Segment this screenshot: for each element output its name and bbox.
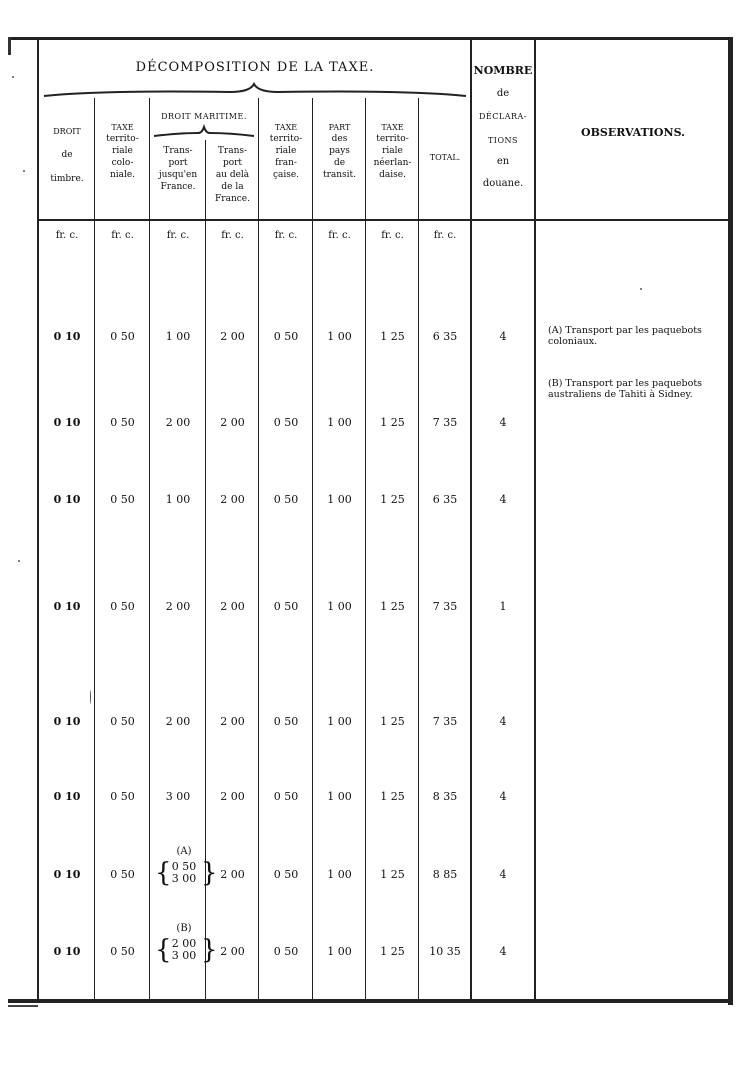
decomposition-title: DÉCOMPOSITION DE LA TAXE. — [135, 60, 375, 75]
table-cell: 0 50 — [110, 868, 135, 881]
column-header-line: PART — [328, 123, 351, 132]
declarations-count: 1 — [499, 600, 507, 613]
table-cell: 0 10 — [53, 868, 81, 881]
column-header-line: territo- — [106, 134, 139, 144]
table-cell: 1 00 — [165, 330, 191, 343]
table-cell: 2 00 — [220, 493, 245, 506]
nombre-label: NOMBRE — [473, 64, 533, 77]
table-cell: 2 00 — [165, 416, 191, 429]
table-cell: 0 50 — [110, 493, 135, 506]
column-header-line: au delà — [215, 170, 250, 180]
table-cell: 1 25 — [380, 868, 405, 881]
unit-label: fr. c. — [111, 230, 134, 241]
column-header-line: Trans- — [217, 146, 248, 156]
declarations-count: 4 — [499, 945, 507, 958]
declarations-count: 4 — [499, 330, 507, 343]
split-value: 3 00 — [171, 872, 197, 885]
column-header-line: transit. — [322, 170, 357, 180]
table-cell: 1 25 — [380, 715, 405, 728]
column-header-line: riale — [112, 146, 133, 156]
column-header-line: de — [333, 158, 346, 168]
nombre-declarations-2: TIONS — [487, 136, 519, 145]
table-cell: 1 00 — [327, 715, 352, 728]
unit-label: fr. c. — [166, 230, 190, 241]
column-header-line: çaise. — [272, 170, 300, 180]
split-note: (A) — [176, 846, 192, 857]
column-header-line: TAXE — [381, 123, 404, 132]
rule-observations-left — [534, 40, 536, 1000]
table-cell: 2 00 — [220, 330, 245, 343]
table-cell: 2 00 — [165, 600, 191, 613]
nombre-declarations: DÉCLARA- — [479, 112, 527, 121]
nombre-douane: douane. — [482, 178, 524, 189]
table-cell: 1 25 — [380, 945, 405, 958]
scan-speck — [12, 76, 14, 78]
column-header-line: jusqu'en — [158, 170, 198, 180]
rule-col-6 — [365, 98, 366, 1000]
table-cell: 1 25 — [380, 600, 405, 613]
column-header-line: colo- — [111, 158, 134, 168]
table-cell: 1 00 — [327, 790, 352, 803]
table-cell: 1 00 — [327, 868, 352, 881]
frame-top-rule — [8, 37, 730, 40]
table-cell: 0 10 — [53, 330, 81, 343]
table-cell: 1 00 — [327, 416, 352, 429]
table-cell: 8 35 — [432, 790, 458, 803]
frame-bottom-mark — [8, 1005, 38, 1007]
declarations-count: 4 — [499, 868, 507, 881]
table-cell: 1 00 — [327, 600, 352, 613]
table-cell: 1 00 — [165, 493, 191, 506]
split-note: (B) — [176, 923, 192, 934]
declarations-count: 4 — [499, 493, 507, 506]
column-header-line: daise. — [379, 170, 406, 180]
unit-label: fr. c. — [381, 230, 404, 241]
table-cell: 2 00 — [220, 715, 245, 728]
declarations-count: 4 — [499, 416, 507, 429]
table-cell: 7 35 — [432, 416, 458, 429]
unit-label: fr. c. — [328, 230, 351, 241]
column-header-line: pays — [329, 146, 350, 156]
table-cell: 1 25 — [380, 790, 405, 803]
unit-label: fr. c. — [433, 230, 457, 241]
column-header-line: TAXE — [274, 123, 298, 132]
table-cell: 0 10 — [53, 416, 81, 429]
table-cell: 0 50 — [273, 600, 299, 613]
column-header-line: port — [168, 158, 188, 168]
column-header-line: port — [222, 158, 243, 168]
table-cell: 0 10 — [53, 715, 81, 728]
split-value: 3 00 — [171, 949, 197, 962]
column-header-line: néerlan- — [373, 158, 412, 168]
table-cell: 7 35 — [432, 715, 458, 728]
table-cell: 2 00 — [220, 416, 245, 429]
table-cell: 7 35 — [432, 600, 458, 613]
split-value: 2 00 — [171, 937, 197, 950]
table-cell: 1 00 — [327, 945, 352, 958]
table-cell: 1 25 — [380, 330, 405, 343]
table-cell: 2 00 — [220, 868, 245, 881]
declarations-count: 4 — [499, 790, 507, 803]
split-value: 0 50 — [171, 860, 197, 873]
table-cell: 0 50 — [273, 715, 299, 728]
table-cell: 1 25 — [380, 493, 405, 506]
split-brace: { — [155, 858, 172, 888]
column-header-line: territo- — [269, 134, 303, 144]
observations-label: OBSERVATIONS. — [581, 126, 685, 139]
droit-maritime-brace — [150, 124, 258, 140]
column-header-line: TAXE — [111, 123, 134, 132]
declarations-count: 4 — [499, 715, 507, 728]
rule-col-7 — [418, 98, 419, 1000]
table-cell: 0 10 — [53, 790, 81, 803]
frame-left-mark — [8, 37, 11, 55]
table-cell: 2 00 — [220, 600, 245, 613]
table-cell: 0 50 — [273, 330, 299, 343]
unit-label: fr. c. — [221, 230, 244, 241]
table-cell: 0 10 — [53, 945, 81, 958]
table-cell: 0 50 — [273, 493, 299, 506]
frame-right-rule — [728, 37, 733, 1005]
table-cell: 0 50 — [110, 945, 135, 958]
table-cell: 0 10 — [53, 493, 81, 506]
scan-speck — [23, 170, 25, 172]
column-header-line: France. — [160, 182, 196, 192]
column-header-line: TOTAL. — [429, 153, 461, 162]
column-header-line: timbre. — [50, 174, 84, 184]
column-header-line: Trans- — [163, 146, 193, 156]
table-cell: 0 50 — [110, 416, 135, 429]
table-cell: 0 50 — [273, 790, 299, 803]
column-header-line: de — [61, 150, 73, 160]
scan-speck — [640, 288, 642, 290]
nombre-de: de — [496, 88, 510, 99]
column-header-line: fran- — [275, 158, 297, 168]
table-cell: 1 00 — [327, 330, 352, 343]
column-header-line: niale. — [109, 170, 136, 180]
split-brace: { — [155, 935, 172, 965]
table-cell: 1 25 — [380, 416, 405, 429]
column-header-line: riale — [382, 146, 403, 156]
table-cell: 0 50 — [110, 330, 135, 343]
frame-bottom-rule — [8, 999, 733, 1003]
rule-col-5 — [312, 98, 313, 1000]
table-cell: 8 85 — [432, 868, 458, 881]
column-header-line: France. — [215, 194, 250, 204]
column-header-line: riale — [275, 146, 297, 156]
table-cell: 10 35 — [429, 945, 461, 958]
nombre-en: en — [496, 156, 510, 167]
header-bottom-rule — [38, 219, 730, 221]
table-cell: 0 50 — [110, 600, 135, 613]
decomposition-brace — [40, 80, 470, 102]
observation-a: (A) Transport par les paquebots coloniaux. — [548, 325, 702, 347]
rule-left — [37, 40, 39, 1000]
table-cell: 0 50 — [110, 715, 135, 728]
table-cell: 0 50 — [273, 416, 299, 429]
table-cell: 3 00 — [165, 790, 191, 803]
column-header-line: des — [331, 134, 348, 144]
column-header-line: DROIT — [53, 127, 81, 136]
table-cell: 0 50 — [110, 790, 135, 803]
split-brace: } — [201, 935, 218, 965]
table-cell: 2 00 — [220, 790, 245, 803]
table-cell: 6 35 — [432, 493, 458, 506]
scan-speck — [18, 560, 20, 562]
split-brace: } — [201, 858, 218, 888]
table-cell: 0 10 — [53, 600, 81, 613]
column-header-line: de la — [221, 182, 244, 192]
unit-label: fr. c. — [55, 230, 79, 241]
observation-b: (B) Transport par les paquebots australiens de Tahiti à Sidney. — [548, 378, 703, 400]
droit-maritime-label: DROIT MARITIME. — [161, 112, 247, 121]
table-cell: 2 00 — [165, 715, 191, 728]
table-cell: 2 00 — [220, 945, 245, 958]
table-cell: 0 50 — [273, 945, 299, 958]
rule-col-1 — [94, 98, 95, 1000]
scan-speck — [90, 690, 91, 704]
table-cell: 0 50 — [273, 868, 299, 881]
table-cell: 1 00 — [327, 493, 352, 506]
rule-col-2 — [149, 98, 150, 1000]
unit-label: fr. c. — [274, 230, 298, 241]
table-cell: 6 35 — [432, 330, 458, 343]
column-header-line: territo- — [376, 134, 409, 144]
rule-col-4 — [258, 98, 259, 1000]
